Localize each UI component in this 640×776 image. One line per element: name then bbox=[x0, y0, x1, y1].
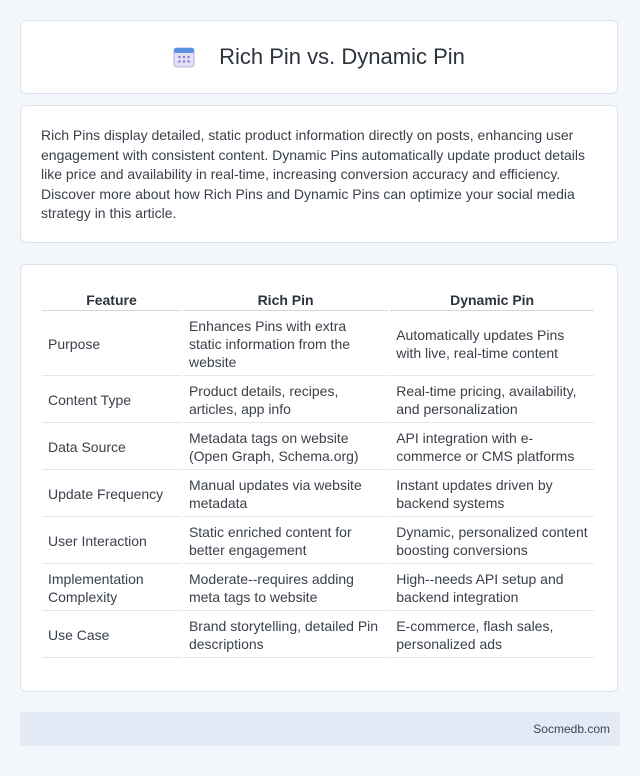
column-header-dynamic-pin: Dynamic Pin bbox=[390, 287, 594, 311]
rich-pin-cell: Metadata tags on website (Open Graph, Schema.org) bbox=[183, 425, 388, 470]
rich-pin-cell: Static enriched content for better engagement bbox=[183, 519, 388, 564]
column-header-rich-pin: Rich Pin bbox=[183, 287, 388, 311]
rich-pin-cell: Enhances Pins with extra static information from the website bbox=[183, 313, 388, 376]
footer-site-name: Socmedb.com bbox=[533, 722, 610, 736]
comparison-table bbox=[40, 285, 596, 660]
dynamic-pin-cell: Dynamic, personalized content boosting conversions bbox=[390, 519, 594, 564]
dynamic-pin-cell: API integration with e-commerce or CMS platforms bbox=[390, 425, 594, 470]
rich-pin-cell: Manual updates via website metadata bbox=[183, 472, 388, 517]
dynamic-pin-cell: Automatically updates Pins with live, real-time content bbox=[390, 313, 594, 376]
table-row bbox=[42, 425, 594, 470]
feature-cell: Purpose bbox=[42, 313, 181, 376]
feature-cell: Use Case bbox=[42, 613, 181, 658]
rich-pin-cell: Moderate--requires adding meta tags to website bbox=[183, 566, 388, 611]
comparison-table-card bbox=[20, 264, 618, 692]
dynamic-pin-cell: Real-time pricing, availability, and personalization bbox=[390, 378, 594, 423]
column-header-feature: Feature bbox=[42, 287, 181, 311]
table-row bbox=[42, 519, 594, 564]
rich-pin-cell: Brand storytelling, detailed Pin descriptions bbox=[183, 613, 388, 658]
dynamic-pin-cell: E-commerce, flash sales, personalized ads bbox=[390, 613, 594, 658]
table-row bbox=[42, 313, 594, 376]
calendar-icon bbox=[173, 46, 195, 68]
intro-text: Rich Pins display detailed, static product information directly on posts, enhancing user engagement with consistent content. Dynamic Pins automatically update product details like price and availability in real-time, increasing conversion accuracy and efficiency. Discover more about how Rich Pins and Dynamic Pins can optimize your social media strategy in this article. bbox=[41, 127, 585, 222]
table-row bbox=[42, 566, 594, 611]
rich-pin-cell: Product details, recipes, articles, app info bbox=[183, 378, 388, 423]
feature-cell: Data Source bbox=[42, 425, 181, 470]
feature-cell: User Interaction bbox=[42, 519, 181, 564]
intro-card bbox=[20, 105, 618, 243]
table-row bbox=[42, 613, 594, 658]
table-row bbox=[42, 472, 594, 517]
dynamic-pin-cell: High--needs API setup and backend integration bbox=[390, 566, 594, 611]
title-card bbox=[20, 20, 618, 94]
dynamic-pin-cell: Instant updates driven by backend systems bbox=[390, 472, 594, 517]
feature-cell: Content Type bbox=[42, 378, 181, 423]
footer bbox=[20, 712, 620, 746]
feature-cell: Update Frequency bbox=[42, 472, 181, 517]
table-row bbox=[42, 378, 594, 423]
feature-cell: Implementation Complexity bbox=[42, 566, 181, 611]
table-header-row bbox=[42, 287, 594, 311]
page-title: Rich Pin vs. Dynamic Pin bbox=[219, 44, 465, 69]
